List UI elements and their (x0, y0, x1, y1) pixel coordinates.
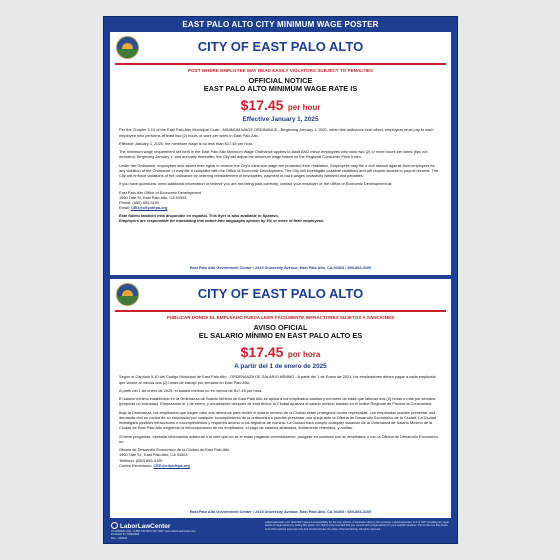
poster-banner: EAST PALO ALTO CITY MINIMUM WAGE POSTER (182, 20, 379, 29)
english-rate-amount: $17.45 (240, 97, 284, 114)
english-email-label: Email: (119, 205, 130, 211)
laborlawcenter-logo (111, 522, 170, 530)
spanish-para-1: Según el Capítulo 5.10 del Código Municipal de East Palo Alto - ORDENANZA DE SALARIO MÍNIMO - A partir del 1 de Enero de 2021, los empleadores deben pagar a cada empleado que labore al menos dos (2) horas de trabajo por semana en East Palo Alto. (119, 374, 436, 385)
spanish-para-4: Bajo la Ordenanza, los empleados que hagan valer sus derechos para recibir el salario mínimo de la Ciudad están protegidos contra represalias. Los empleados pueden presentar una demanda civil en contra de su empleador por cualquier incumplimiento de la ordenanza o pueden presentar una queja ante la Oficina de Desarrollo Económico de la Ciudad. La Ciudad investigará posibles infracciones o incumplimientos y requerirá acceso a los registros de nómina. La Ciudad hará cumplir cualquier violación de la Ordenanza de Salario Mínimo de la Ciudad de East Palo Alto exigiendo la reincorporación de los empleados, el pago de salarios atrasados, ilícitamente retenidos, y multas. (119, 409, 437, 431)
english-rate (110, 97, 451, 115)
english-notice-heading (110, 77, 451, 95)
minimum-wage-poster (103, 16, 458, 544)
publisher-order-line: TO ORDER CALL: 1-800-745-9970 OR VISIT: www.LaborLawCenter.com (111, 530, 196, 533)
english-notice (110, 32, 451, 275)
english-spanish-note: Este folleto también está disponible en español. This flyer is also available in Spanish. (119, 212, 279, 218)
spanish-para-3: El salario mínimo establecido en la Ordenanza de Salario Mínimo de East Palo Alto se aplica a los empleados adultos y menores de edad que laboran dos (2) horas o más por semana (propinas no incluidas). Empezando el 1 de enero, y anualmente después de esta fecha, la Ciudad ajustará el salario mínimo basado en el Índice Regional de Precios al Consumidor. (119, 396, 436, 407)
spanish-address (119, 447, 442, 468)
spanish-city-title: CITY OF EAST PALO ALTO (197, 286, 364, 301)
english-para-1: Per the Chapter 5.10 of the East Palo Alto Municipal Code - MINIMUM WAGE ORDINANCE - Beginning January 1, 2021, when this ordinance took effect, employers must pay to each employee who performs at least two (2) hours of work per week in East Palo Alto. (119, 127, 434, 138)
publisher-rev-line: Rev.: 10/2024 (111, 536, 127, 540)
english-para-5: If you have questions, need additional information or believe you are not being paid correctly, contact your employer or the Office of Economic Development at: (119, 181, 393, 187)
logo-ring-icon (111, 522, 118, 529)
english-city-title: CITY OF EAST PALO ALTO (197, 39, 364, 54)
spanish-notice-heading (110, 324, 451, 342)
spanish-notice-title: AVISO OFICIAL (253, 322, 308, 332)
spanish-email-label: Correo Electrónico: (119, 462, 153, 468)
spanish-email-link[interactable]: CED@cityofepa.org (153, 462, 190, 468)
english-body (110, 123, 451, 223)
english-post-line: POST WHERE EMPLOYEE MAY READ EASILY VIOLATORS SUBJECT TO PENALTIES (188, 67, 373, 73)
spanish-rate-unit: por hora (287, 350, 321, 360)
spanish-effective-date: A partir del 1 de enero de 2025 (234, 363, 327, 371)
spanish-red-rule (115, 310, 446, 312)
spanish-address-line-2: 1960 Tate St., East Palo Alto, CA 94303 (119, 452, 188, 458)
english-translate-note: Employers are responsible for translating this notice into languages spoken by 5% or more of their employees. (119, 217, 325, 223)
english-effective-date: Effective January 1, 2025 (242, 116, 319, 124)
spanish-notice (110, 279, 451, 518)
publisher-disclaimer: LaborLawCenter, LLC does NOT assume responsibility for the use, actions, or business rules by the employer. LaborLawCenter, LLC is NOT providing any legal advice or legal opinion by selling this poster. It is highly recommended that you consult with a legal advisor for your specific situation. This content on this poster is for informational purposes only and should not take the place of formal training. All rights reserved. (265, 521, 449, 531)
english-address (119, 190, 442, 211)
english-red-rule (115, 63, 446, 65)
publisher-info (111, 530, 231, 540)
english-para-2: Effective January 1, 2025, the minimum wage is no less than $17.45 per hour. (119, 140, 254, 146)
english-para-4: Under the Ordinance, employees who assert their rights to receive the City's minimum wage are protected from retaliation. Employees may file a civil lawsuit against their employers for any violation of the Ordinance or may file a complaint with the Office of Economic Development. The City will investigate possible violations and will require access to payroll records. The City will enforce violations of the ordinance by ordering reinstatement of employees, payment of back wages unlawfully withheld and penalties. (119, 162, 439, 179)
english-address-line-1: East Palo Alto Office of Economic Development (119, 189, 201, 195)
laborlawcenter-logo-text: LaborLawCenter (120, 523, 171, 530)
spanish-body (110, 370, 451, 468)
publisher-produced-line: Produced for: PREVIEW (111, 533, 140, 537)
spanish-email-row (119, 463, 442, 468)
english-email-link[interactable]: CED@cityofepa.org (130, 205, 168, 211)
spanish-post-line: PUBLICAR DONDE EL EMPLEADO PUEDA LEER FÁCILMENTE INFRACTORES SUJETOS A SANCIONES (166, 314, 395, 320)
english-address-line-3: Phone: (650) 853-3100 (119, 200, 160, 206)
spanish-header (110, 279, 451, 310)
english-notice-title: OFFICIAL NOTICE (248, 75, 313, 85)
english-address-line-2: 1960 Tate St, East Palo Alto, CA 94303 (119, 194, 187, 200)
english-header (110, 32, 451, 63)
english-para-3: The minimum wage requirement set forth in the East Palo Alto Minimum Wage Ordinance applies to adult AND minor employees who work two (2) or more hours per week (tips not included). Beginning January 1, and annually thereafter, the City will adjust the minimum wage based on the Regional Consumer Price Index. (119, 149, 428, 160)
english-notice-subtitle: EAST PALO ALTO MINIMUM WAGE RATE IS (203, 84, 358, 94)
spanish-rate (110, 344, 451, 362)
spanish-address-line-1: Oficina de Desarrollo Económico de la Ciudad de East Palo Alto (119, 447, 230, 453)
spanish-footer: East Palo Alto Government Center • 2415 University Avenue, East Palo Alto, CA 94303 • 650-853-3100 (189, 510, 372, 514)
spanish-address-line-3: Teléfono: (650) 853-3100 (119, 457, 163, 463)
spanish-para-2: A partir del 1 de enero de 2025, el salario mínimo no es menos de $17.45 por hora. (119, 387, 263, 393)
spanish-rate-amount: $17.45 (240, 344, 284, 361)
english-footer: East Palo Alto Government Center • 2415 University Avenue, East Palo Alto, CA 94303 • 650-853-3100 (189, 266, 372, 270)
english-rate-unit: per hour (287, 103, 321, 113)
english-email-row (119, 205, 442, 210)
spanish-notice-subtitle: EL SALARIO MÍNIMO EN EAST PALO ALTO ES (198, 331, 363, 341)
publisher-strip (104, 517, 457, 543)
spanish-para-5: Si tiene preguntas, necesita información adicional o si cree que no se le están pagando correctamente, póngase en contacto con su empleador o con la Oficina de Desarrollo Económico en: (119, 433, 439, 444)
